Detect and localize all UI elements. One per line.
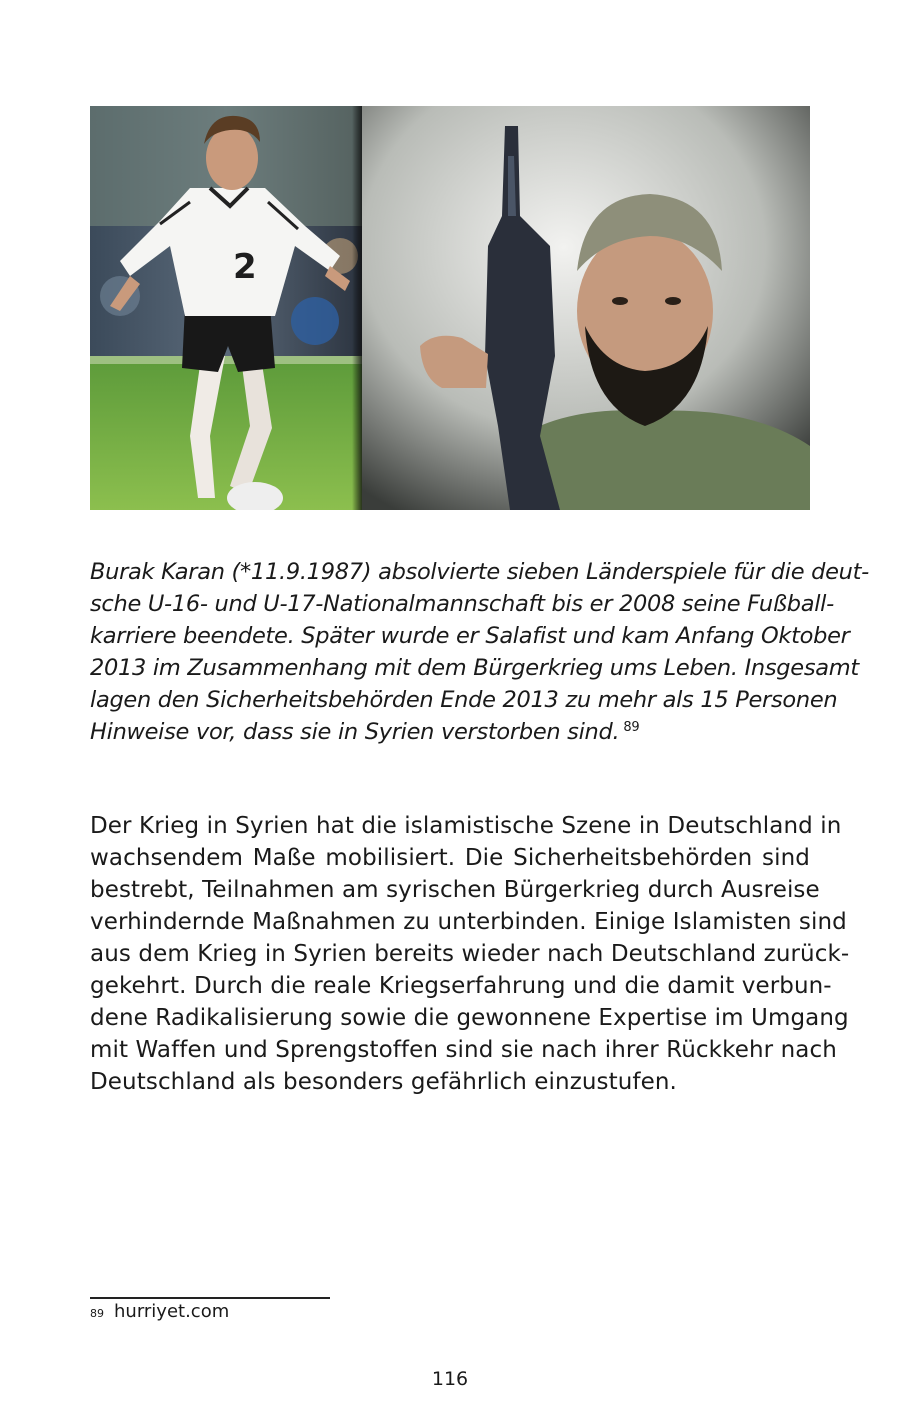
photo-caption bbox=[90, 556, 869, 748]
footnote-number: 89 bbox=[90, 1307, 104, 1320]
paragraph-line: bestrebt, Teilnahmen am syrischen Bürgerkrieg durch Ausreise bbox=[90, 877, 820, 903]
page-number: 116 bbox=[431, 1368, 469, 1390]
body-paragraph bbox=[90, 810, 850, 1098]
caption-line-last bbox=[90, 716, 810, 748]
paragraph-line: mit Waffen und Sprengstoffen sind sie nach ihrer Rückkehr nach bbox=[90, 1037, 837, 1063]
footnote-reference[interactable]: 89 bbox=[623, 720, 640, 735]
photo-composite bbox=[90, 106, 810, 510]
footnote-separator bbox=[90, 1297, 330, 1299]
jersey-number: 2 bbox=[233, 247, 257, 287]
caption-line: Burak Karan (*11.9.1987) absolvierte sieben Länderspiele für die deut- bbox=[90, 559, 869, 585]
paragraph-line: aus dem Krieg in Syrien bereits wieder nach Deutschland zurück- bbox=[90, 941, 850, 967]
footballer-image bbox=[90, 106, 362, 510]
caption-line: karriere beendete. Später wurde er Salafist und kam Anfang Oktober bbox=[90, 623, 850, 649]
caption-line: sche U-16- und U-17-Nationalmannschaft bis er 2008 seine Fußball- bbox=[90, 591, 834, 617]
paragraph-line: dene Radikalisierung sowie die gewonnene Expertise im Umgang bbox=[90, 1005, 849, 1031]
footnote bbox=[90, 1300, 229, 1324]
paragraph-line: Deutschland als besonders gefährlich einzustufen. bbox=[90, 1069, 677, 1095]
footnote-text: hurriyet.com bbox=[114, 1301, 230, 1322]
paragraph-line: wachsendem Maße mobilisiert. Die Sicherheitsbehörden sind bbox=[90, 845, 810, 871]
paragraph-line: Der Krieg in Syrien hat die islamistische Szene in Deutschland in bbox=[90, 813, 842, 839]
paragraph-line: verhindernde Maßnahmen zu unterbinden. Einige Islamisten sind bbox=[90, 909, 847, 935]
fighter-image bbox=[362, 106, 810, 510]
paragraph-line: gekehrt. Durch die reale Kriegserfahrung und die damit verbun- bbox=[90, 973, 832, 999]
caption-line: 2013 im Zusammenhang mit dem Bürgerkrieg ums Leben. Insgesamt bbox=[90, 655, 859, 681]
caption-line-text: Hinweise vor, dass sie in Syrien verstorben sind. bbox=[90, 719, 620, 745]
caption-line: lagen den Sicherheitsbehörden Ende 2013 zu mehr als 15 Personen bbox=[90, 687, 838, 713]
